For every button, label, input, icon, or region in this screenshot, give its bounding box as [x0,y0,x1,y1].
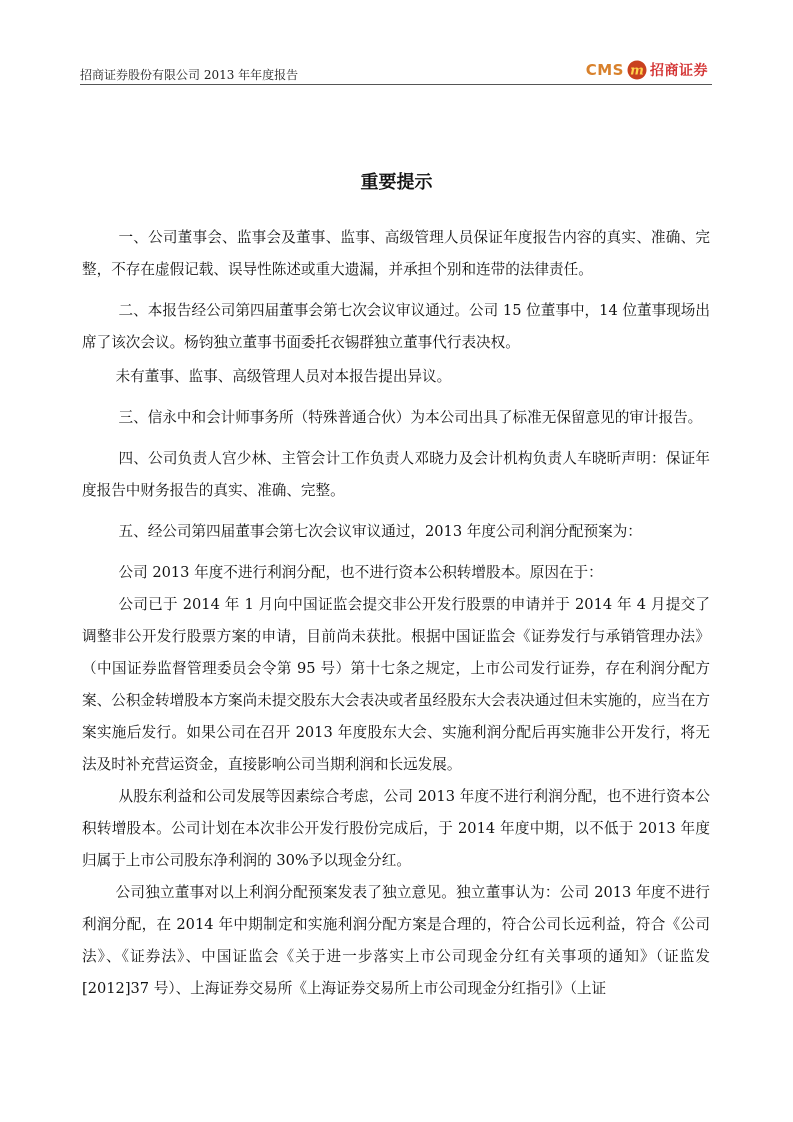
logo-mark-icon [627,60,647,80]
paragraph-4: 三、信永中和会计师事务所（特殊普通合伙）为本公司出具了标准无保留意见的审计报告。 [118,409,703,426]
page-title: 重要提示 [360,172,433,193]
paragraph-5: 四、公司负责人宫少林、主管会计工作负责人邓晓力及会计机构负责人车晓昕声明：保证年度报告中财务报告的真实、准确、完整。 [82,450,710,499]
logo-mark-letter: m [630,63,644,79]
header-title: 招商证券股份有限公司 2013 年年度报告 [80,68,299,82]
document-body [82,222,710,1005]
header-divider [80,84,712,85]
logo-chinese: 招商证券 [650,63,708,79]
company-logo [586,58,708,82]
paragraph-6: 五、经公司第四届董事会第七次会议审议通过，2013 年度公司利润分配预案为： [118,523,642,540]
paragraph-2: 二、本报告经公司第四届董事会第七次会议审议通过。公司 15 位董事中，14 位董事现场出席了该次会议。杨钧独立董事书面委托衣锡群独立董事代行表决权。 [82,302,710,351]
paragraph-8: 公司已于 2014 年 1 月向中国证监会提交非公开发行股票的申请并于 2014 年 4 月提交了调整非公开发行股票方案的申请，目前尚未获批。根据中国证监会《证券发行与承销管理办法》（中国证券监督管理委员会令第 95 号）第十七条之规定，上市公司发行证券，存在利润分配方案、公积金转增股本方案尚未提交股东大会表决或者虽经股东大会表决通过但未实施的，应当在方案实施后发行。如果公司在召开 2013 年度股东大会、实施利润分配后再实施非公开发行，将无法及时补充营运资金，直接影响公司当期利润和长远发展。 [82,596,710,773]
paragraph-7: 公司 2013 年度不进行利润分配，也不进行资本公积转增股本。原因在于： [118,564,603,581]
paragraph-9: 从股东利益和公司发展等因素综合考虑，公司 2013 年度不进行利润分配，也不进行资本公积转增股本。公司计划在本次非公开发行股份完成后，于 2014 年度中期，以不低于 2013 年度归属于上市公司股东净利润的 30%予以现金分红。 [82,788,710,869]
paragraph-10: 公司独立董事对以上利润分配预案发表了独立意见。独立董事认为：公司 2013 年度不进行利润分配，在 2014 年中期制定和实施利润分配方案是合理的，符合公司长远利益，符合《公司法》、《证券法》、中国证监会《关于进一步落实上市公司现金分红有关事项的通知》（证监发[2012]37 号）、上海证券交易所《上海证券交易所上市公司现金分红指引》（上证 [82,884,710,997]
paragraph-1: 一、公司董事会、监事会及董事、监事、高级管理人员保证年度报告内容的真实、准确、完整，不存在虚假记载、误导性陈述或重大遗漏，并承担个别和连带的法律责任。 [82,229,710,278]
paragraph-3: 未有董事、监事、高级管理人员对本报告提出异议。 [115,368,452,385]
page-header [80,56,712,86]
logo-latin: CMS [585,61,624,79]
